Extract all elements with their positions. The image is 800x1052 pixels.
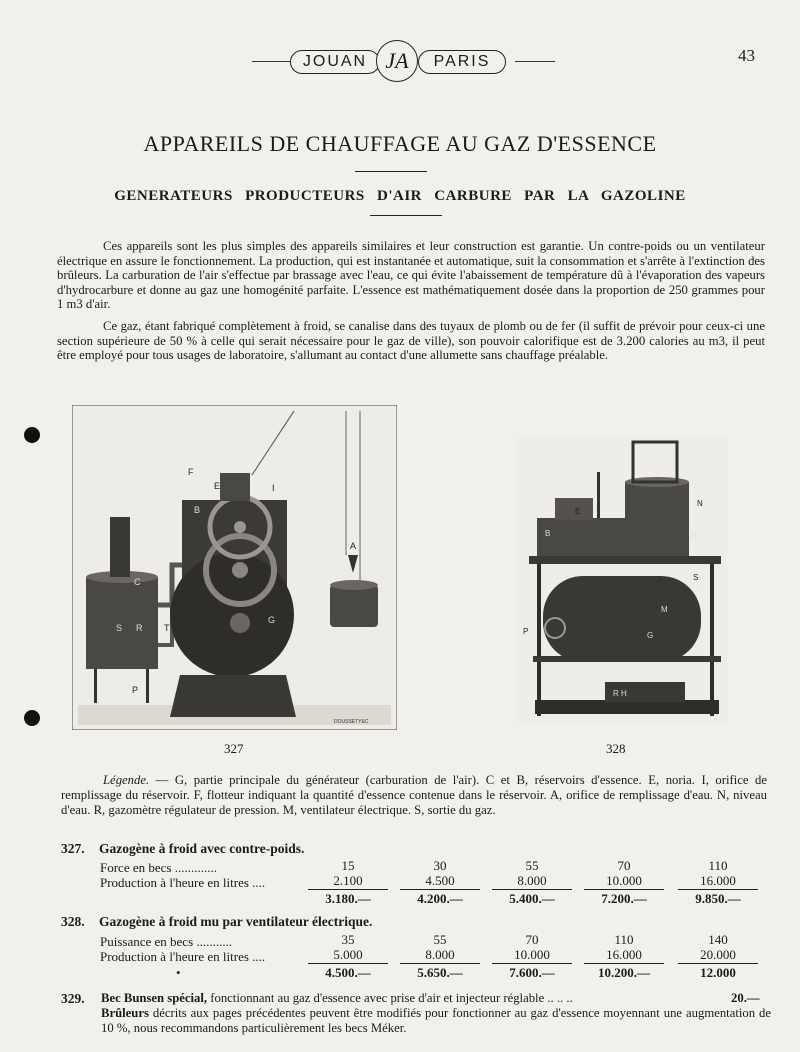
item-327-rule-3 xyxy=(492,889,572,890)
label-328-g: G xyxy=(647,631,654,640)
item-329-name: Bec Bunsen spécial, xyxy=(101,991,208,1005)
item-327-heading xyxy=(61,841,304,857)
item-327-becs-2: 30 xyxy=(433,858,447,873)
label-s: S xyxy=(116,623,123,633)
figure-number-327: 327 xyxy=(224,741,244,756)
item-328-becs-3: 70 xyxy=(525,932,539,947)
item-329-desc2: décrits aux pages précédentes peuvent être modifiés pour fonctionner au gaz d'essence moyennant une augmentation de 10 %, nous recommandons particulièrement les becs Méker. xyxy=(101,1006,771,1035)
page-number: 43 xyxy=(738,46,755,65)
item-327-rule-1 xyxy=(308,889,388,890)
label-a: A xyxy=(350,541,357,551)
label-328-r: R xyxy=(691,531,697,540)
label-328-s: S xyxy=(693,573,699,582)
item-329-text xyxy=(101,991,771,1036)
legend-text: — G, partie principale du générateur (carburation de l'air). C et B, réservoirs d'essence. E, noria. I, orifice de remplissage du réservoir. F, flotteur indiquant la quantité d'essence contenue dans le réservoir. A, orifice de remplissage d'eau. N, niveau d'eau. R, gazomètre régulateur de pression. M, ventilateur électrique. S, sortie du gaz. xyxy=(61,773,767,817)
item-328-price-5: 12.000 xyxy=(700,965,736,980)
label-328-e: E xyxy=(575,507,581,516)
label-c: C xyxy=(134,577,141,587)
label-i: I xyxy=(272,483,275,493)
item-328-price-3: 7.600.— xyxy=(509,965,555,980)
intro-paragraph-1: Ces appareils sont les plus simples des appareils similaires et leur construction est garantie. Un contre-poids ou un ventilateur électrique en assure le fonctionnement. La production, qui est instantanée et automatique, suit la consommation et s'arrête à l'extinction des brûleurs. La carburation de l'air s'effectue par brassage avec l'eau, ce qui évite l'abaissement de température dû à l'évaporation des vapeurs d'hydrocarbure et donne au gaz une homogénité parfaite. L'essence est mathématiquement dosée dans la proportion de 250 grammes pour 1 m3 d'air. xyxy=(57,239,765,311)
photo-327 xyxy=(72,405,397,730)
item-328-price-1: 4.500.— xyxy=(325,965,371,980)
label-328-rh: R H xyxy=(613,689,627,698)
label-328-p: P xyxy=(523,627,529,636)
item-327-becs-1: 15 xyxy=(341,858,355,873)
photo-credit: DOUSSETY&C xyxy=(334,719,369,725)
item-327-name: Gazogène à froid avec contre-poids. xyxy=(99,841,305,856)
item-328-number: 328. xyxy=(61,914,85,929)
item-327-litres-2: 4.500 xyxy=(425,873,455,888)
item-328-becs-4: 110 xyxy=(614,932,634,947)
photo-328 xyxy=(515,438,727,723)
item-328-litres-1: 5.000 xyxy=(333,947,363,962)
item-327-rule-2 xyxy=(400,889,480,890)
label-328-n: N xyxy=(697,499,703,508)
item-328-rule-4 xyxy=(584,963,664,964)
label-b: B xyxy=(194,505,201,515)
item-327-litres-1: 2.100 xyxy=(333,873,363,888)
item-327-price-4: 7.200.— xyxy=(601,891,647,906)
label-e: E xyxy=(214,481,221,491)
intro-paragraph-2: Ce gaz, étant fabriqué complètement à froid, se canalise dans des tuyaux de plomb ou de fer (il suffit de prévoir pour ceux-ci une section supérieure de 50 % à celle qui serait nécessaire pour le gaz de ville), son pouvoir calorifique est de 3.200 calories au m3, il peut être employé pour tous usages de laboratoire, s'allumant au contact d'une allumette sans chauffage préalable. xyxy=(57,319,765,362)
item-328-row2-label: Production à l'heure en litres .... xyxy=(100,949,266,964)
item-328-litres-4: 16.000 xyxy=(606,947,642,962)
label-328-b: B xyxy=(545,529,551,538)
title-rule xyxy=(355,171,427,172)
item-328-heading xyxy=(61,914,372,930)
item-327-price-2: 4.200.— xyxy=(417,891,463,906)
item-328-rule-2 xyxy=(400,963,480,964)
label-r: R xyxy=(136,623,143,633)
section-subtitle: GENERATEURS PRODUCTEURS D'AIR CARBURE PAR LA GAZOLINE xyxy=(114,188,686,204)
item-328-litres-5: 20.000 xyxy=(700,947,736,962)
logo-jouan: JOUAN xyxy=(290,50,380,74)
label-328-m: M xyxy=(661,605,668,614)
item-327-number: 327. xyxy=(61,841,85,856)
label-f: F xyxy=(188,467,194,477)
item-327-rule-5 xyxy=(678,889,758,890)
item-328-rule-3 xyxy=(492,963,572,964)
item-327-litres-3: 8.000 xyxy=(517,873,547,888)
item-327-becs-3: 55 xyxy=(525,858,539,873)
logo-paris: PARIS xyxy=(418,50,506,74)
binder-hole-bottom xyxy=(24,710,40,726)
subtitle-rule xyxy=(370,215,442,216)
label-p: P xyxy=(132,685,139,695)
item-327-becs-5: 110 xyxy=(708,858,728,873)
binder-hole-top xyxy=(24,427,40,443)
item-329-bruleurs: Brûleurs xyxy=(101,1006,149,1020)
logo-seal: JA xyxy=(376,40,418,82)
item-329-number: 329. xyxy=(61,991,85,1006)
item-328-becs-5: 140 xyxy=(708,932,728,947)
item-328-price-2: 5.650.— xyxy=(417,965,463,980)
item-328-litres-3: 10.000 xyxy=(514,947,550,962)
item-328-becs-1: 35 xyxy=(341,932,355,947)
figure-number-328: 328 xyxy=(606,741,626,756)
item-328-litres-2: 8.000 xyxy=(425,947,455,962)
item-327-row1-label: Force en becs ............. xyxy=(100,860,217,875)
item-328-price-4: 10.200.— xyxy=(598,965,650,980)
page-title: APPAREILS DE CHAUFFAGE AU GAZ D'ESSENCE xyxy=(143,131,657,156)
item-328-rule-5 xyxy=(678,963,758,964)
legend-paragraph xyxy=(61,773,767,818)
jouan-paris-logo xyxy=(250,40,560,82)
item-327-price-1: 3.180.— xyxy=(325,891,371,906)
item-327-litres-4: 10.000 xyxy=(606,873,642,888)
label-t: T xyxy=(164,623,170,633)
item-328-name: Gazogène à froid mu par ventilateur électrique. xyxy=(99,914,373,929)
item-328-becs-2: 55 xyxy=(433,932,447,947)
item-328-row1-label: Puissance en becs ........... xyxy=(100,934,233,949)
item-327-becs-4: 70 xyxy=(617,858,631,873)
item-329-price: 20.— xyxy=(731,991,760,1005)
item-328-bullet: • xyxy=(176,965,181,980)
item-327-price-5: 9.850.— xyxy=(695,891,741,906)
legend-title: Légende. xyxy=(103,773,150,787)
item-328-rule-1 xyxy=(308,963,388,964)
item-329-desc: fonctionnant au gaz d'essence avec prise d'air et injecteur réglable .. .. .. xyxy=(207,991,573,1005)
item-327-rule-4 xyxy=(584,889,664,890)
item-327-row2-label: Production à l'heure en litres .... xyxy=(100,875,266,890)
item-327-price-3: 5.400.— xyxy=(509,891,555,906)
item-327-litres-5: 16.000 xyxy=(700,873,736,888)
label-g: G xyxy=(268,615,276,625)
